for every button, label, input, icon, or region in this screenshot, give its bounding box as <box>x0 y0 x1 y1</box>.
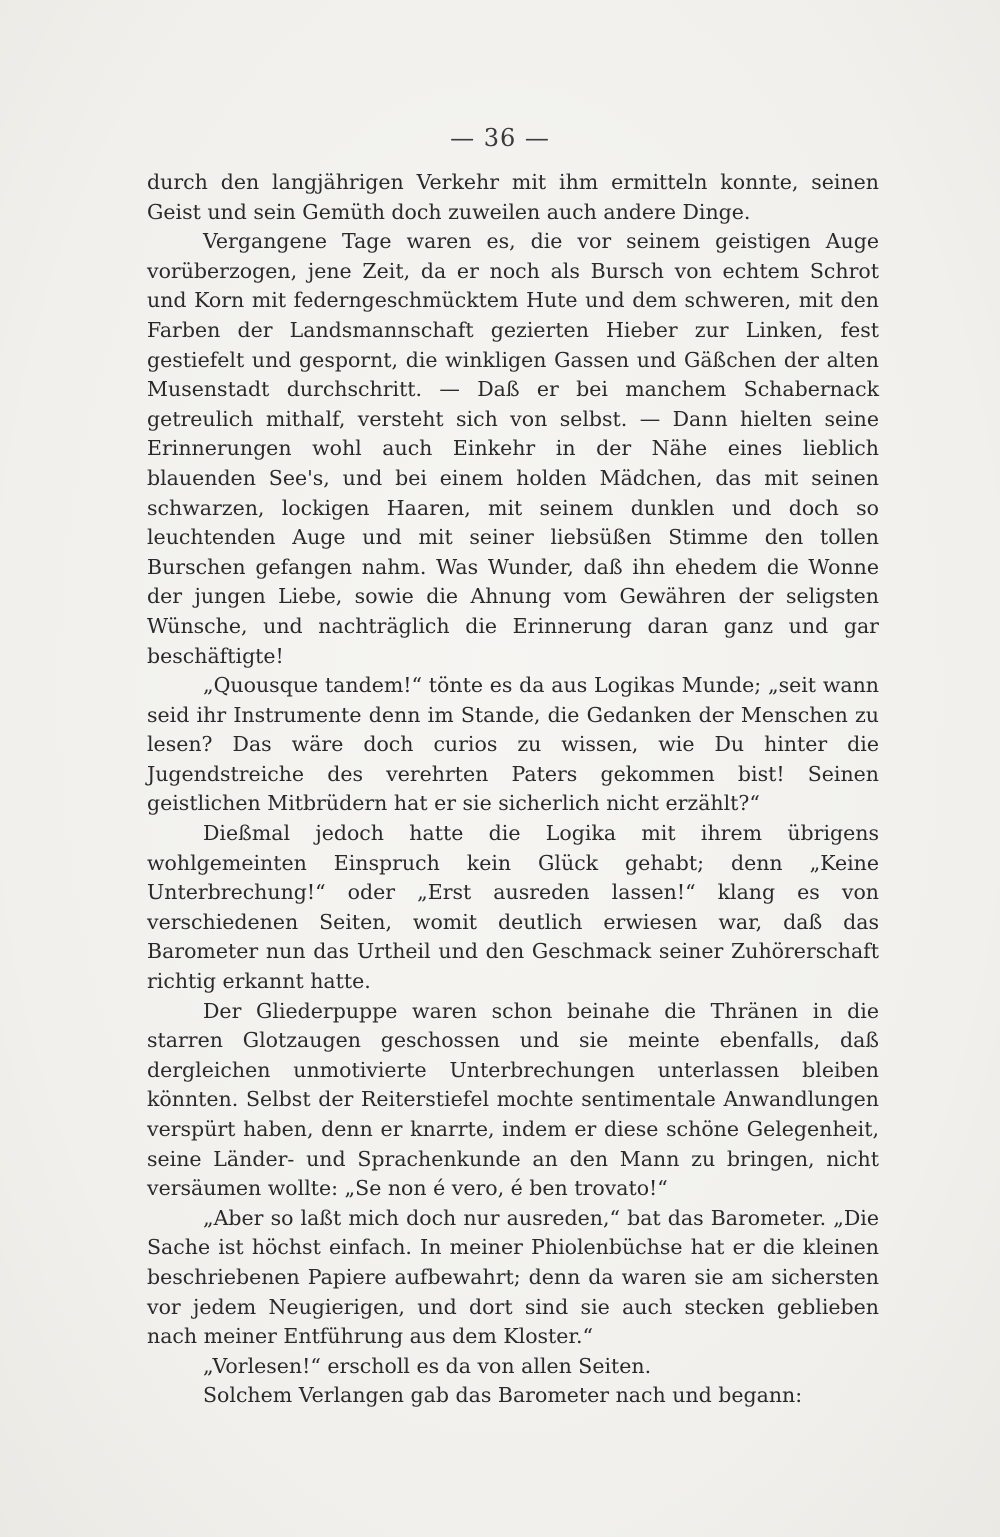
body-text <box>147 168 879 1411</box>
paragraph-6: „Aber so laßt mich doch nur ausreden,“ bat das Barometer. „Die Sache ist höchst einfach. In meiner Phiolenbüchse hat er die kleinen beschriebenen Papiere aufbewahrt; denn da waren sie am sichersten vor jedem Neugierigen, und dort sind sie auch stecken geblieben nach meiner Entführung aus dem Kloster.“ <box>147 1205 879 1349</box>
paragraph-8: Solchem Verlangen gab das Barometer nach und begann: <box>203 1383 803 1408</box>
paragraph-5: Der Gliederpuppe waren schon beinahe die Thränen in die starren Glotzaugen geschossen und sie meinte ebenfalls, daß dergleichen unmotivierte Unterbrechungen unterlassen bleiben könnten. Selbst der Reiterstiefel mochte sentimentale Anwandlungen verspürt haben, denn er knarrte, indem er diese schöne Gelegenheit, seine Länder- und Sprachenkunde an den Mann zu bringen, nicht versäumen wollte: „Se non é vero, é ben trovato!“ <box>147 998 879 1201</box>
paragraph-3: „Quousque tandem!“ tönte es da aus Logikas Munde; „seit wann seid ihr Instrumente denn im Stande, die Gedanken der Menschen zu lesen? Das wäre doch curios zu wissen, wie Du hinter die Jugendstreiche des verehrten Paters gekommen bist! Seinen geistlichen Mitbrüdern hat er sie sicherlich nicht erzählt?“ <box>147 673 879 816</box>
paragraph-4: Dießmal jedoch hatte die Logika mit ihrem übrigens wohlgemeinten Einspruch kein Glück gehabt; denn „Keine Unterbrechung!“ oder „Erst ausreden lassen!“ klang es von verschiedenen Seiten, womit deutlich erwiesen war, daß das Barometer nun das Urtheil und den Geschmack seiner Zuhörerschaft richtig erkannt hatte. <box>147 821 879 994</box>
paragraph-7: „Vorlesen!“ erscholl es da von allen Seiten. <box>203 1353 652 1378</box>
paragraph-1: durch den langjährigen Verkehr mit ihm ermitteln konnte, seinen Geist und sein Gemüth doch zuweilen auch andere Dinge. <box>147 170 879 224</box>
paragraph-2: Vergangene Tage waren es, die vor seinem geistigen Auge vorüberzogen, jene Zeit, da er noch als Bursch von echtem Schrot und Korn mit federngeschmücktem Hute und dem schweren, mit den Farben der Landsmannschaft gezierten Hieber zur Linken, fest gestiefelt und gespornt, die winkligen Gassen und Gäßchen der alten Musenstadt durchschritt. — Daß er bei manchem Schabernack getreulich mithalf, versteht sich von selbst. — Dann hielten seine Erinnerungen wohl auch Einkehr in der Nähe eines lieblich blauenden See's, und bei einem holden Mädchen, das mit seinen schwarzen, lockigen Haaren, mit seinem dunklen und doch so leuchtenden Auge und mit seiner liebsüßen Stimme den tollen Burschen gefangen nahm. Was Wunder, daß ihn ehedem die Wonne der jungen Liebe, sowie die Ahnung vom Gewähren der seligsten Wünsche, und nachträglich die Erinnerung daran ganz und gar beschäftigte! <box>147 229 879 668</box>
page-number: — 36 — <box>450 124 550 152</box>
